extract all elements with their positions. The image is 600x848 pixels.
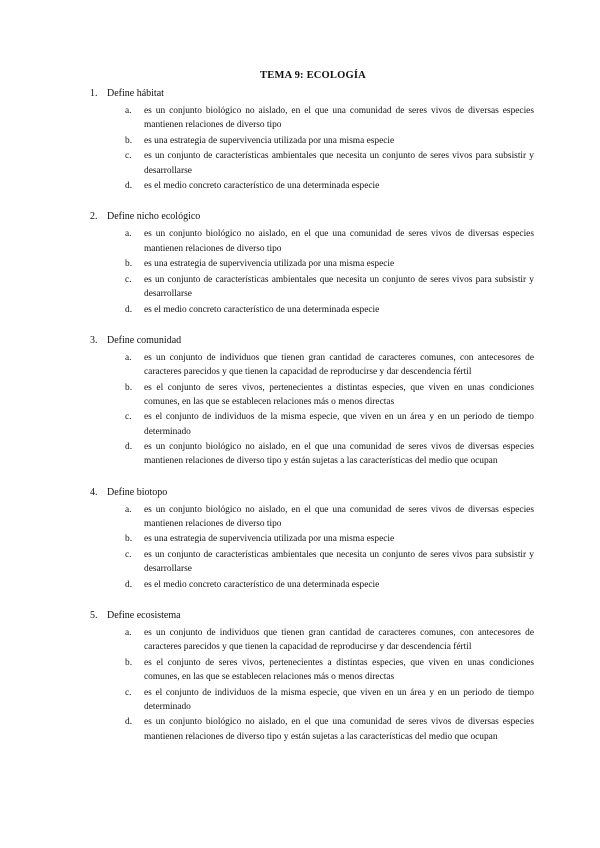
option-letter: c. [125,687,132,698]
option-letter: a. [125,229,132,240]
option-item [84,149,534,177]
option-item [84,303,534,317]
option-letter: b. [125,657,133,668]
option-item [84,134,534,148]
option-text: es un conjunto biológico no aislado, en el que una comunidad de seres vivos de diversas especies mantienen relaciones de diverso tipo [144,504,534,529]
question-prompt: Define hábitat [107,88,164,99]
option-text: es una estrategia de supervivencia utilizada por una misma especie [144,259,395,270]
option-text: es un conjunto biológico no aislado, en el que una comunidad de seres vivos de diversas especies mantienen relaciones de diverso tipo [144,229,534,254]
option-list [84,626,534,744]
question [84,609,534,744]
question [84,334,534,469]
option-letter: c. [125,549,132,560]
option-text: es el conjunto de seres vivos, pertenecientes a distintas especies, que viven en unas condiciones comunes, en las que se establecen relaciones más o menos directas [144,382,534,407]
option-letter: a. [125,106,132,116]
question-number: 4. [90,486,98,498]
option-item [84,440,534,468]
option-item [84,578,534,592]
option-text: es un conjunto de individuos que tienen gran cantidad de caracteres comunes, con antecesores de caracteres parecidos y que tienen la capacidad de reproducirse y dar descendencia fértil [144,627,534,653]
option-letter: d. [125,579,133,590]
option-letter: d. [125,442,133,453]
option-letter: b. [125,534,133,545]
option-letter: a. [125,627,132,638]
option-item [84,179,534,193]
option-text: es un conjunto biológico no aislado, en el que una comunidad de seres vivos de diversas especies mantienen relaciones de diverso tipo [144,106,534,131]
option-letter: d. [125,181,133,192]
option-item [84,503,534,531]
question [84,87,534,193]
option-letter: c. [125,412,132,423]
option-text: es el conjunto de seres vivos, pertenecientes a distintas especies, que viven en unas condiciones comunes, en las que se establecen relaciones más o menos directas [144,657,534,682]
question-prompt: Define ecosistema [107,609,181,621]
option-text: es el medio concreto característico de una determinada especie [144,181,380,192]
option-item [84,410,534,438]
question-heading [84,334,534,348]
option-item [84,686,534,714]
option-item [84,351,534,379]
option-text: es un conjunto de individuos que tienen gran cantidad de caracteres comunes, con antecesores de caracteres parecidos y que tienen la capacidad de reproducirse y dar descendencia fértil [144,352,534,377]
option-text: es un conjunto de características ambientales que necesita un conjunto de seres vivos para subsistir y desarrollarse [144,549,534,575]
option-item [84,548,534,576]
option-letter: a. [125,352,132,363]
question-prompt: Define nicho ecológico [107,211,201,223]
option-letter: b. [125,135,133,146]
option-letter: b. [125,259,133,270]
option-item [84,381,534,409]
document-title: TEMA 9: ECOLOGÍA [260,70,366,81]
question-prompt: Define comunidad [107,334,182,346]
option-text: es un conjunto biológico no aislado, en el que una comunidad de seres vivos de diversas especies mantienen relaciones de diverso tipo y están sujetas a las características del medio que ocupan [144,717,534,742]
option-text: es una estrategia de supervivencia utilizada por una misma especie [144,534,395,545]
option-item [84,532,534,546]
option-text: es el conjunto de individuos de la misma especie, que viven en un área y en un periodo de tiempo determinado [144,412,534,437]
option-item [84,656,534,684]
option-list [84,351,534,469]
option-item [84,257,534,271]
option-text: es un conjunto de características ambientales que necesita un conjunto de seres vivos para subsistir y desarrollarse [144,151,534,176]
question-heading [84,609,534,623]
question-number: 5. [90,609,98,621]
option-text: es el medio concreto característico de una determinada especie [144,304,380,315]
option-letter: b. [125,382,133,393]
question-number: 3. [90,334,98,346]
option-item [84,227,534,255]
option-list [84,227,534,316]
option-letter: a. [125,504,132,515]
question-number: 2. [90,211,98,223]
option-text: es un conjunto biológico no aislado, en el que una comunidad de seres vivos de diversas especies mantienen relaciones de diverso tipo y están sujetas a las características del medio que ocupan [144,442,534,467]
question-heading [84,486,534,500]
option-list [84,503,534,592]
option-text: es el conjunto de individuos de la misma especie, que viven en un área y en un periodo de tiempo determinado [144,687,534,712]
option-list [84,104,534,193]
option-text: es una estrategia de supervivencia utilizada por una misma especie [144,135,395,146]
option-item [84,626,534,654]
option-letter: c. [125,274,132,285]
question [84,486,534,592]
question-number: 1. [90,88,98,99]
option-text: es el medio concreto característico de una determinada especie [144,579,380,590]
option-letter: d. [125,717,133,728]
question [84,210,534,316]
option-letter: c. [125,151,132,162]
option-item [84,715,534,743]
option-letter: d. [125,304,133,315]
option-text: es un conjunto de características ambientales que necesita un conjunto de seres vivos para subsistir y desarrollarse [144,274,534,299]
option-item [84,104,534,132]
question-prompt: Define biotopo [107,486,168,498]
question-heading [84,210,534,224]
question-heading [84,87,534,101]
option-item [84,273,534,301]
